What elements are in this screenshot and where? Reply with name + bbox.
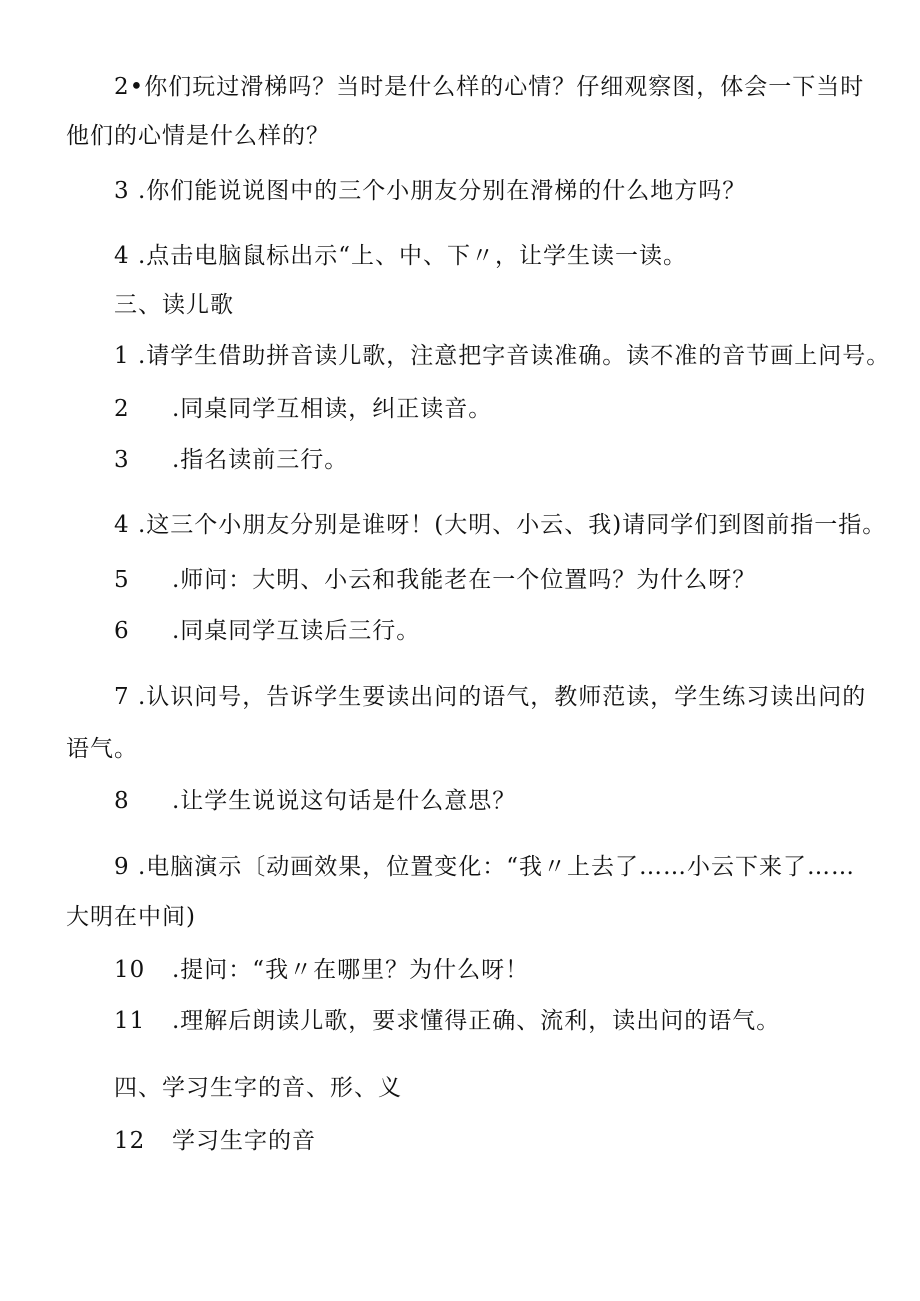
item-number: 7 xyxy=(114,684,130,710)
item-number: 5 xyxy=(114,567,130,593)
paragraph-item-4b xyxy=(114,510,886,540)
item-number: 11 xyxy=(114,1008,146,1034)
paragraph-item-7 xyxy=(114,682,866,712)
paragraph-item-2b xyxy=(114,394,492,424)
item-text: 大明在中间) xyxy=(66,904,196,930)
item-text: .请学生借助拼音读儿歌，注意把字音读准确。读不准的音节画上问号。 xyxy=(129,343,891,369)
paragraph-item-11 xyxy=(114,1006,780,1036)
paragraph-item-4 xyxy=(114,241,687,271)
item-number: 9 xyxy=(114,854,130,880)
paragraph-item-3 xyxy=(114,176,746,206)
item-number: 6 xyxy=(114,618,130,644)
item-text: .同桌同学互读后三行。 xyxy=(172,618,421,644)
item-number: 10 xyxy=(114,957,146,983)
item-number: 3 xyxy=(114,447,130,473)
paragraph-item-8 xyxy=(114,786,516,816)
paragraph-item-1 xyxy=(114,341,890,371)
section-heading-read-rhyme xyxy=(114,290,234,320)
item-text: .认识问号，告诉学生要读出问的语气，教师范读，学生练习读出问的 xyxy=(129,684,867,710)
item-text: .提问：“我〃在哪里？为什么呀！ xyxy=(172,957,530,983)
item-text: 学习生字的音 xyxy=(172,1128,316,1154)
item-text: 他们的心情是什么样的？ xyxy=(66,123,330,149)
paragraph-continuation xyxy=(66,902,196,932)
paragraph-item-5 xyxy=(114,565,756,595)
item-text: .电脑演示〔动画效果，位置变化：“我〃上去了……小云下来了…… xyxy=(129,854,856,880)
item-number: 2• xyxy=(114,74,145,100)
paragraph-item-9 xyxy=(114,852,855,882)
paragraph-item-3b xyxy=(114,445,348,475)
item-text: .点击电脑鼠标出示“上、中、下〃，让学生读一读。 xyxy=(129,243,688,269)
item-number: 2 xyxy=(114,396,130,422)
item-text: .你们能说说图中的三个小朋友分别在滑梯的什么地方吗？ xyxy=(129,178,747,204)
paragraph-continuation xyxy=(66,121,330,151)
paragraph-continuation xyxy=(66,734,138,764)
paragraph-item-12 xyxy=(114,1126,316,1156)
item-text: .指名读前三行。 xyxy=(172,447,349,473)
section-heading: 四、学习生字的音、形、义 xyxy=(114,1075,402,1101)
item-text: .理解后朗读儿歌，要求懂得正确、流利，读出问的语气。 xyxy=(172,1008,781,1034)
item-text: .师问：大明、小云和我能老在一个位置吗？为什么呀？ xyxy=(172,567,757,593)
item-number: 4 xyxy=(114,512,130,538)
item-number: 4 xyxy=(114,243,130,269)
item-text: 语气。 xyxy=(66,736,138,762)
item-number: 12 xyxy=(114,1128,146,1154)
item-text: .这三个小朋友分别是谁呀！(大明、小云、我)请同学们到图前指一指。 xyxy=(129,512,887,538)
item-number: 3 xyxy=(114,178,130,204)
paragraph-item-2 xyxy=(114,72,864,102)
section-heading: 三、读儿歌 xyxy=(114,292,234,318)
item-number: 1 xyxy=(114,343,130,369)
item-text: 你们玩过滑梯吗？当时是什么样的心情？仔细观察图，体会一下当时 xyxy=(144,74,865,100)
paragraph-item-6 xyxy=(114,616,420,646)
paragraph-item-10 xyxy=(114,955,529,985)
item-text: .让学生说说这句话是什么意思？ xyxy=(172,788,517,814)
section-heading-learn-characters xyxy=(114,1073,402,1103)
item-text: .同桌同学互相读，纠正读音。 xyxy=(172,396,493,422)
item-number: 8 xyxy=(114,788,130,814)
